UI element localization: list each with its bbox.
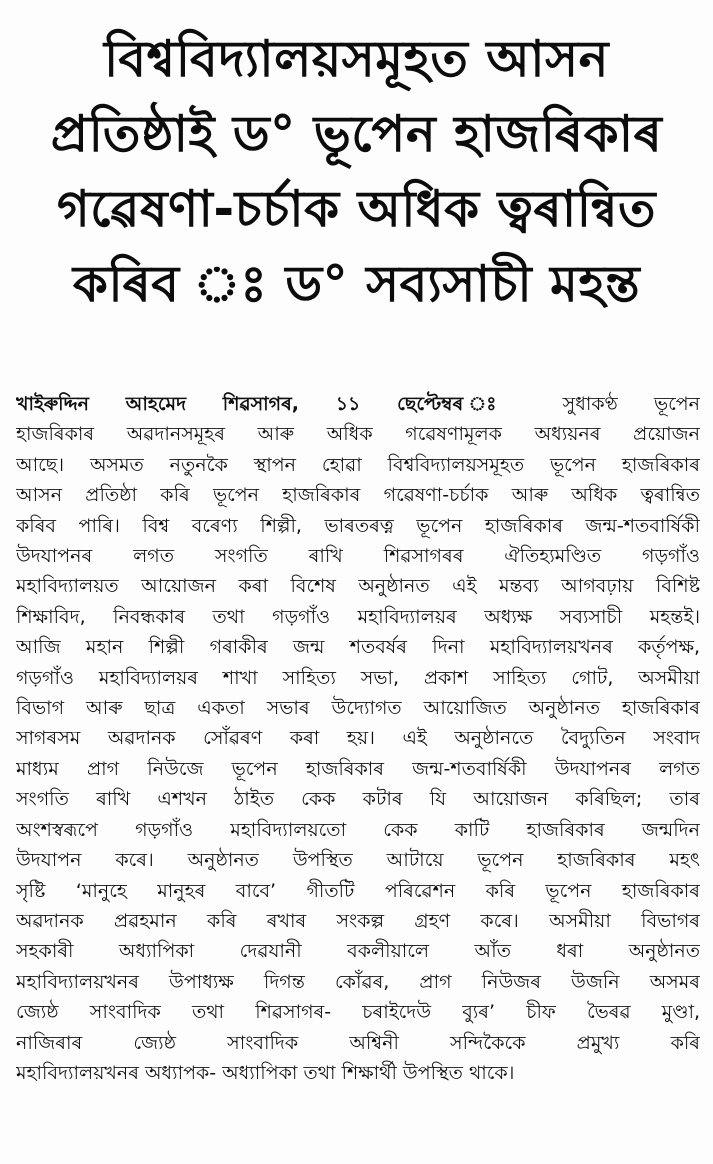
article-line: উদযাপন কৰে। অনুষ্ঠানত উপস্থিত আটায়ে ভূপেন হাজৰিকাৰ মহৎ [16, 849, 700, 872]
article-line: কৰিব পাৰি। বিশ্ব বৰেণ্য শিল্পী, ভাৰতৰত্ন ভূপেন হাজৰিকাৰ জন্ম-শতবাৰ্ষিকী [16, 514, 700, 537]
article-line: বিভাগ আৰু ছাত্ৰ একতা সভাৰ উদ্যোগত আয়োজিত অনুষ্ঠানত হাজৰিকাৰ [16, 697, 700, 720]
headline-line: কৰিব ঃ ড° সব্যসাচী মহন্ত [72, 255, 641, 313]
article-line: গড়গাঁও মহাবিদ্যালয়ৰ শাখা সাহিত্য সভা, প্ৰকাশ সাহিত্য গোট, অসমীয়া [16, 666, 700, 689]
article-lead-text: সুধাকণ্ঠ ভূপেন [526, 393, 700, 415]
headline [14, 22, 699, 322]
headline-line: গৱেষণা-চৰ্চাক অধিক ত্বৰান্বিত [56, 180, 657, 238]
article-line: জ্যেষ্ঠ সাংবাদিক তথা শিৱসাগৰ- চৰাইদেউ ব্যুৰ’ চীফ ভৈৰৱ মুণ্ডা, [16, 1001, 700, 1024]
article-line: আজি মহান শিল্পী গৰাকীৰ জন্ম শতবৰ্ষৰ দিনা মহাবিদ্যালয়খনৰ কৰ্তৃপক্ষ, [16, 636, 700, 659]
article-line: মহাবিদ্যালয়খনৰ উপাধ্যক্ষ দিগন্ত কোঁৱৰ, প্ৰাগ নিউজৰ উজনি অসমৰ [16, 970, 700, 993]
article-line: অংশস্বৰূপে গড়গাঁও মহাবিদ্যালয়তো কেক কাটি হাজৰিকাৰ জন্মদিন [16, 818, 700, 841]
byline: খাইৰুদ্দিন আহমেদ শিৱসাগৰ, ১১ ছেপ্টেম্বৰ ঃ [16, 393, 527, 415]
article-line: মাধ্যম প্ৰাগ নিউজে ভূপেন হাজৰিকাৰ জন্ম-শতবাৰ্ষিকী উদযাপনৰ লগত [16, 757, 700, 780]
article-line: সাগৰসম অৱদানক সোঁৱৰণ কৰা হয়। এই অনুষ্ঠানতে বৈদ্যুতিন সংবাদ [16, 727, 700, 750]
article-line: মহাবিদ্যালয়ত আয়োজন কৰা বিশেষ অনুষ্ঠানত এই মন্তব্য আগবঢ়ায় বিশিষ্ট [16, 575, 700, 598]
article-body [16, 389, 700, 1088]
headline-line: বিশ্ববিদ্যালয়সমূহত আসন [104, 30, 609, 88]
article-line: শিক্ষাবিদ, নিবন্ধকাৰ তথা গড়গাঁও মহাবিদ্যালয়ৰ অধ্যক্ষ সব্যসাচী মহন্তই। [16, 605, 700, 628]
article-line [16, 389, 700, 419]
article-line: সংগতি ৰাখি এশখন ঠাইত কেক কটাৰ যি আয়োজন কৰিছিল; তাৰ [16, 788, 700, 811]
article-line: অৱদানক প্ৰৱহমান কৰি ৰখাৰ সংকল্প গ্ৰহণ কৰে। অসমীয়া বিভাগৰ [16, 909, 700, 932]
article-line: মহাবিদ্যালয়খনৰ অধ্যাপক- অধ্যাপিকা তথা শিক্ষাৰ্থী উপস্থিত থাকে। [16, 1061, 515, 1084]
article-line: নাজিৰাৰ জ্যেষ্ঠ সাংবাদিক অশ্বিনী সন্দিকৈকে প্ৰমুখ্য কৰি [16, 1031, 700, 1054]
article-line: সহকাৰী অধ্যাপিকা দেৱযানী বকলীয়ালে আঁত ধৰা অনুষ্ঠানত [16, 940, 700, 963]
article-line: আসন প্ৰতিষ্ঠা কৰি ভূপেন হাজৰিকাৰ গৱেষণা-চৰ্চাক আৰু অধিক ত্বৰান্বিত [16, 484, 700, 507]
article-line: উদযাপনৰ লগত সংগতি ৰাখি শিৱসাগৰৰ ঐতিহ্যমণ্ডিত গড়গাঁও [16, 545, 700, 568]
article-line: হাজৰিকাৰ অৱদানসমূহৰ আৰু অধিক গৱেষণামূলক অধ্যয়নৰ প্ৰয়োজন [16, 423, 700, 446]
article-line: সৃষ্টি ‘মানুহে মানুহৰ বাবে’ গীতটি পৰিৱেশন কৰি ভূপেন হাজৰিকাৰ [16, 879, 700, 902]
headline-line: প্ৰতিষ্ঠাই ড° ভূপেন হাজৰিকাৰ [50, 105, 663, 163]
article-line: আছে। অসমত নতুনকৈ স্থাপন হোৱা বিশ্ববিদ্যালয়সমূহত ভূপেন হাজৰিকাৰ [16, 453, 700, 476]
